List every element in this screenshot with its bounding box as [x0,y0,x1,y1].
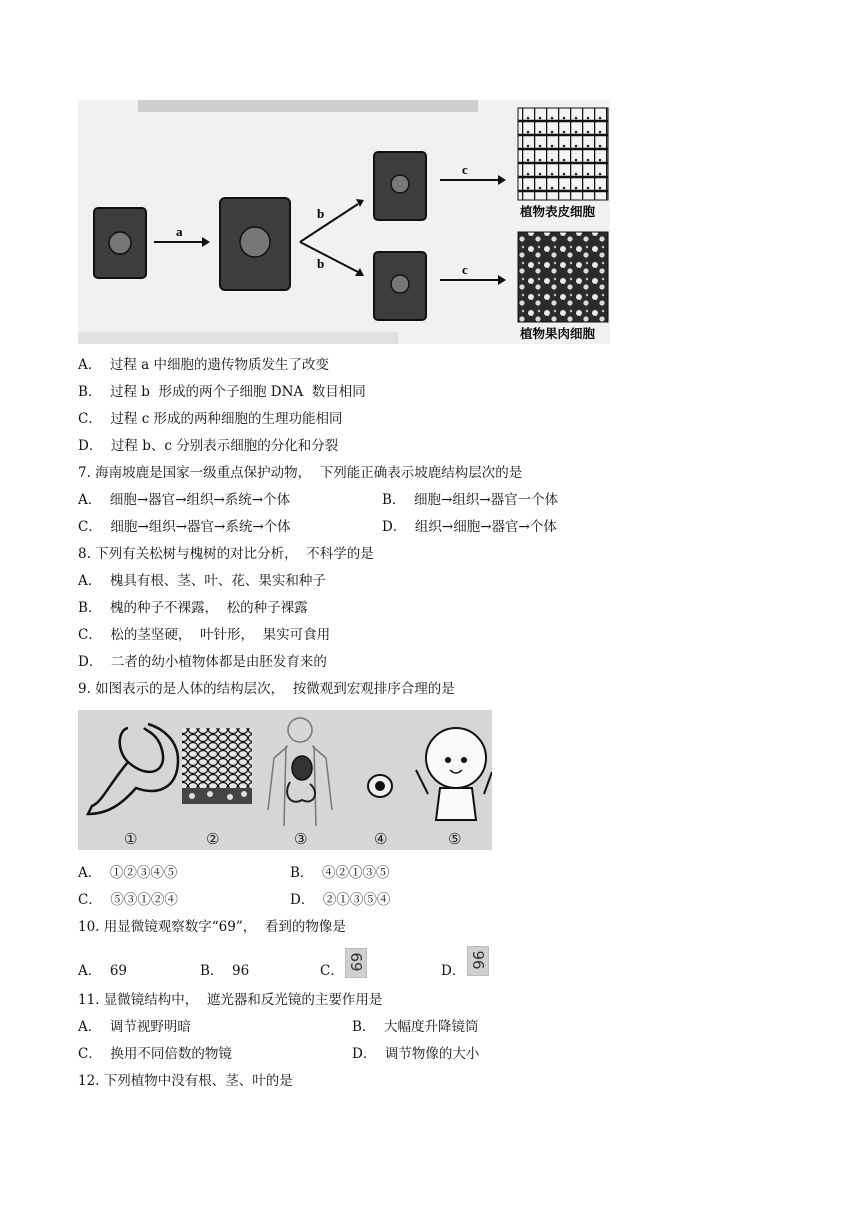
label-c-bottom: c [462,262,468,277]
label-a: a [176,224,183,239]
q6-option-d: D． 过程 b、c 分别表示细胞的分化和分裂 [78,438,339,454]
q9-option-c: C． ⑤③①②④ [78,892,178,908]
fig-label-2: ② [206,830,220,848]
pulp-tissue-image [518,232,608,322]
q11-option-d: D． 调节物像的大小 [352,1046,480,1062]
q10-image-c-text: 69 [347,952,365,972]
daughter-cell-top [374,152,426,220]
q9-option-a: A． ①②③④⑤ [78,865,178,881]
fig-label-1: ① [124,830,138,848]
q10-option-b: B． 96 [200,963,250,979]
q7-option-d: D． 组织→细胞→器官→个体 [382,519,557,535]
q11-option-c: C． 换用不同倍数的物镜 [78,1046,232,1062]
q10-image-d [467,946,489,976]
q7-stem: 7. 海南坡鹿是国家一级重点保护动物， 下列能正确表示坡鹿结构层次的是 [78,465,523,481]
caption-pulp: 植物果肉细胞 [520,326,596,341]
body-levels-diagram [78,710,492,850]
cell-process-figure [78,100,610,344]
label-c-top: c [462,162,468,177]
q7-option-c: C． 细胞→组织→器官→系统→个体 [78,519,291,535]
single-cell [368,775,392,797]
label-b-bottom: b [317,256,325,271]
epidermis-tissue-image [518,108,608,200]
grown-cell [220,198,290,290]
q7-option-b: B． 细胞→组织→器官一个体 [382,492,559,508]
q10-option-c: C． [320,963,344,979]
q7-option-a: A． 细胞→器官→组织→系统→个体 [78,492,291,508]
q10-image-c [345,948,367,978]
q10-option-a: A． 69 [78,963,128,979]
q9-option-d: D． ②①③⑤④ [290,892,391,908]
q11-option-b: B． 大幅度升降镜筒 [352,1019,479,1035]
fig-label-3: ③ [294,830,308,848]
q8-option-c: C． 松的茎坚硬， 叶针形， 果实可食用 [78,627,331,643]
q8-stem: 8. 下列有关松树与槐树的对比分析， 不科学的是 [78,546,374,562]
q6-option-a: A． 过程 a 中细胞的遗传物质发生了改变 [78,357,329,373]
q12-stem: 12. 下列植物中没有根、茎、叶的是 [78,1073,293,1089]
q8-option-b: B． 槐的种子不裸露， 松的种子裸露 [78,600,308,616]
q11-option-a: A． 调节视野明暗 [78,1019,191,1035]
q6-option-b: B． 过程 b 形成的两个子细胞 DNA 数目相同 [78,384,366,400]
daughter-cell-bottom [374,252,426,320]
q9-option-b: B． ④②①③⑤ [290,865,390,881]
q11-stem: 11. 显微镜结构中， 遮光器和反光镜的主要作用是 [78,992,383,1008]
q10-stem: 10. 用显微镜观察数字“69”， 看到的物像是 [78,919,346,935]
q10-option-d: D． [441,963,466,979]
q9-stem: 9. 如图表示的是人体的结构层次， 按微观到宏观排序合理的是 [78,681,455,697]
body-levels-figure [78,710,492,850]
cell-process-diagram [78,100,610,344]
fig-label-5: ⑤ [448,830,462,848]
q8-option-a: A． 槐具有根、茎、叶、花、果实和种子 [78,573,326,589]
label-b-top: b [317,206,325,221]
caption-epidermis: 植物表皮细胞 [520,204,596,219]
parent-cell [94,208,146,278]
q8-option-d: D． 二者的幼小植物体都是由胚发育来的 [78,654,327,670]
fig-label-4: ④ [374,830,388,848]
q10-image-d-text: 96 [469,950,487,970]
q6-option-c: C． 过程 c 形成的两种细胞的生理功能相同 [78,411,343,427]
